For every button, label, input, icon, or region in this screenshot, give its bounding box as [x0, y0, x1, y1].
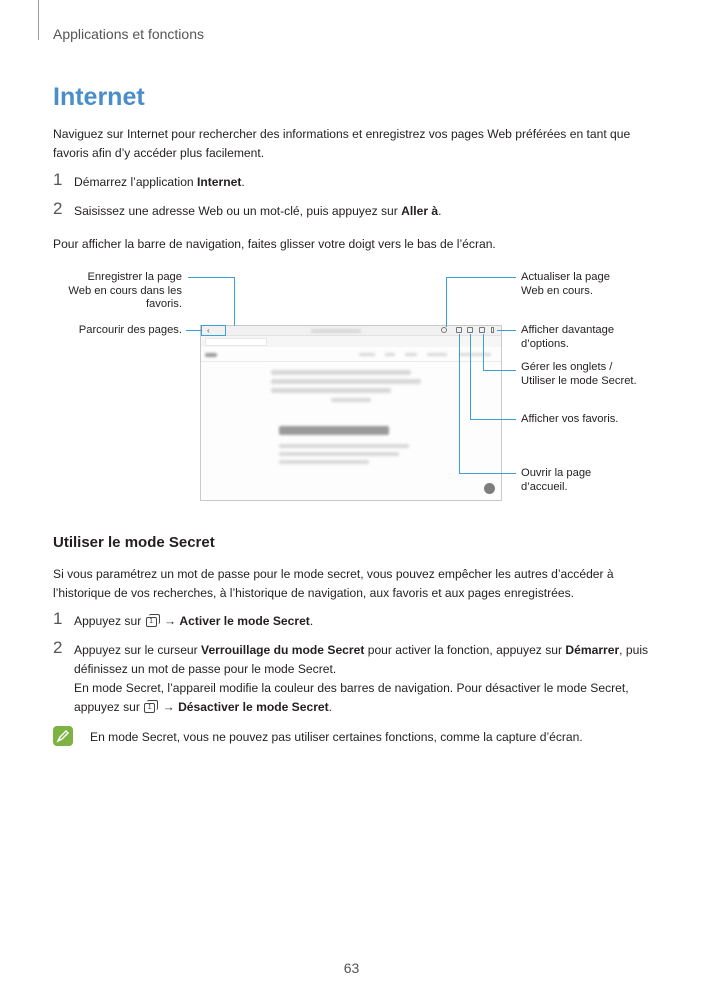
note-text: En mode Secret, vous ne pouvez pas utiliser certaines fonctions, comme la capture d’écran.	[90, 730, 583, 744]
callout-browse-pages: Parcourir des pages.	[78, 324, 182, 336]
side-rule	[38, 0, 39, 40]
callout-more-options: Afficher davantage d’options.	[521, 324, 615, 350]
section-header: Applications et fonctions	[53, 26, 204, 42]
step-text: Appuyez sur le curseur Verrouillage du mode Secret pour activer la fonction, appuyez sur Démarrer, puis définissez un mot de passe pour le mode Secret. En mode Secret, l’appareil modifie la couleur des barres de navigation. Pour désactiver le mode Secret, appuyez sur 1 → Désactiver le mode Secret.	[74, 643, 649, 714]
content-line	[271, 379, 421, 384]
nav-link	[405, 353, 417, 356]
step-text: Démarrez l’application Internet.	[74, 175, 245, 189]
page-title: Internet	[53, 83, 145, 111]
tabs-icon: 1	[146, 614, 160, 627]
nav-link	[359, 353, 375, 356]
url-text	[311, 329, 361, 333]
callout-tabs-secret: Gérer les onglets / Utiliser le mode Secret.	[521, 361, 637, 387]
bookmarks-icon	[467, 327, 473, 333]
step-text: Saisissez une adresse Web ou un mot-clé, puis appuyez sur Aller à.	[74, 204, 442, 218]
nav-link	[459, 353, 491, 356]
site-logo	[205, 353, 217, 357]
note-icon	[53, 726, 73, 746]
content-line	[279, 452, 399, 456]
content-line	[279, 460, 369, 464]
tabs-icon	[479, 327, 485, 333]
nav-link	[385, 353, 395, 356]
callout-line	[497, 330, 516, 331]
refresh-icon	[441, 327, 447, 333]
callout-line	[483, 370, 516, 371]
callout-line	[186, 330, 201, 331]
callout-line	[446, 277, 516, 278]
browser-tab	[205, 338, 267, 346]
content-line	[271, 370, 411, 375]
callout-line	[188, 277, 235, 278]
browser-screenshot	[200, 325, 502, 501]
callout-line	[483, 334, 484, 371]
callout-line	[446, 277, 447, 327]
content-heading	[279, 426, 389, 435]
tabs-icon: 1	[144, 700, 158, 713]
secret-mode-heading: Utiliser le mode Secret	[53, 534, 215, 551]
callout-bookmark-page: Enregistrer la page Web en cours dans les favoris.	[68, 271, 182, 310]
callout-line	[234, 277, 235, 326]
step-number: 1	[53, 170, 63, 189]
step-number: 2	[53, 638, 63, 657]
callout-line	[459, 334, 460, 474]
callout-line	[470, 419, 516, 420]
intro-paragraph: Naviguez sur Internet pour rechercher des informations et enregistrez vos pages Web préférées en tant que favoris afin d’y accéder plus facilement.	[53, 127, 631, 160]
scroll-button	[484, 483, 495, 494]
home-icon	[456, 327, 462, 333]
callout-line	[470, 334, 471, 420]
callout-line	[459, 473, 516, 474]
step-number: 1	[53, 609, 63, 628]
content-line	[271, 388, 391, 393]
more-options-icon	[491, 327, 494, 333]
back-icon: ‹	[207, 326, 210, 335]
content-line	[331, 398, 371, 402]
step-text: Appuyez sur 1 → Activer le mode Secret.	[74, 614, 314, 628]
step-number: 2	[53, 199, 63, 218]
secret-mode-description: Si vous paramétrez un mot de passe pour le mode secret, vous pouvez empêcher les autres d’accéder à l’historique de vos recherches, à l’historique de navigation, aux favoris et aux pages enregistrées.	[53, 567, 614, 600]
page-number: 63	[343, 960, 360, 976]
callout-refresh: Actualiser la page Web en cours.	[521, 271, 610, 297]
browse-pages-highlight	[201, 325, 226, 336]
callout-view-bookmarks: Afficher vos favoris.	[521, 413, 619, 425]
site-nav	[201, 348, 501, 362]
content-line	[279, 444, 409, 448]
nav-bar-hint: Pour afficher la barre de navigation, faites glisser votre doigt vers le bas de l’écran.	[53, 237, 496, 251]
callout-home: Ouvrir la page d’accueil.	[521, 467, 592, 493]
nav-link	[427, 353, 447, 356]
